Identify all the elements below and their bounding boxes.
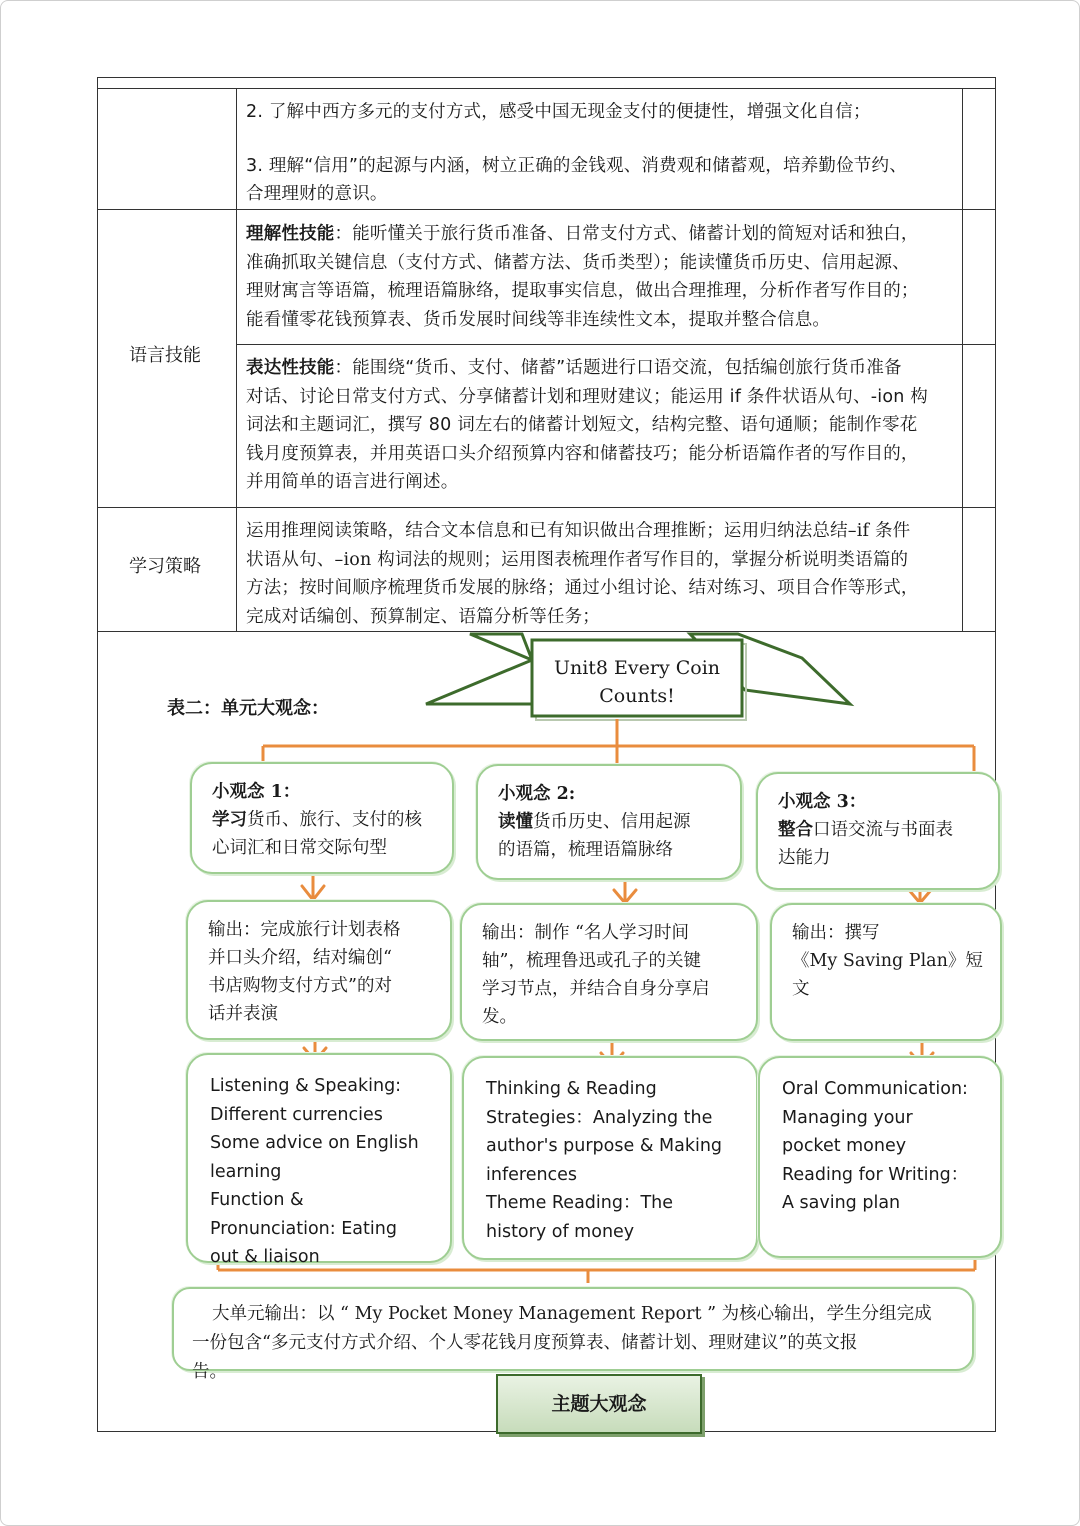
- lesson-line: pocket money: [782, 1136, 907, 1156]
- big-output-line: 一份包含“多元支付方式介绍、个人零花钱月度预算表、储蓄计划、理财建议”的英文报: [192, 1333, 858, 1353]
- sub-concept-line: 心词汇和日常交际句型: [212, 838, 387, 858]
- arrow-down-icon: [302, 874, 324, 900]
- theme-big-concept-box: [496, 1374, 702, 1434]
- lesson-line: learning: [210, 1161, 282, 1182]
- expression-line: 对话、讨论日常支付方式、分享储蓄计划和理财建议；能运用 if 条件状语从句、-ion 构: [246, 386, 928, 407]
- lesson-line: history of money: [486, 1221, 635, 1242]
- comprehension-line: 能看懂零花钱预算表、货币发展时间线等非连续性文本，提取并整合信息。: [246, 309, 831, 330]
- lesson-line: Some advice on English: [210, 1133, 419, 1153]
- output-line: 文: [792, 979, 810, 999]
- expression-line: 词法和主题词汇，撰写 80 词左右的储蓄计划短文，结构完整、语句通顺；能制作零花: [246, 415, 918, 435]
- comprehension-line: ：能听懂关于旅行货币准备、日常支付方式、储蓄计划的简短对话和独白，: [334, 224, 919, 244]
- lesson-line: author's purpose & Making: [486, 1136, 723, 1156]
- goal-item-3-line-2: 合理理财的意识。: [246, 184, 388, 204]
- output-box-1: [186, 900, 452, 1040]
- lesson-line: Function &: [210, 1190, 304, 1210]
- arrow-down-icon: [614, 878, 636, 903]
- output-box-3: [770, 903, 1002, 1041]
- output-line: 输出：完成旅行计划表格: [208, 920, 401, 940]
- lesson-line: Different currencies: [210, 1104, 383, 1125]
- output-line: 输出：撰写: [792, 923, 880, 943]
- learning-strategies-label: 学习策略: [129, 556, 201, 577]
- lesson-line: Thinking & Reading: [486, 1079, 657, 1099]
- sub-concept-line: 货币历史、信用起源: [533, 812, 691, 832]
- output-line: 《My Saving Plan》短: [792, 951, 983, 971]
- lesson-line: Listening & Speaking:: [210, 1076, 402, 1096]
- lesson-box-1: [186, 1053, 452, 1267]
- lesson-line: Managing your: [782, 1107, 913, 1128]
- sub-concept-box-3: [756, 772, 1000, 890]
- sub-concept-line: 达能力: [778, 848, 831, 868]
- expression-skills-title: 表达性技能: [246, 358, 335, 378]
- goal-item-2: 2. 了解中西方多元的支付方式，感受中国无现金支付的便捷性，增强文化自信；: [246, 102, 871, 122]
- sub-concept-line: 口语交流与书面表: [813, 820, 953, 840]
- output-line: 轴”，梳理鲁迅或孔子的关键: [482, 951, 701, 971]
- output-box-2: [460, 903, 758, 1041]
- big-unit-output-box: [172, 1287, 974, 1382]
- theme-big-concept-label: 主题大观念: [551, 1393, 647, 1415]
- sub-concept-line: 的语篇，梳理语篇脉络: [498, 840, 673, 860]
- sub-concept-keyword: 读懂: [498, 812, 533, 832]
- big-output-line: 大单元输出：以 “ My Pocket Money Management Report ” 为核心输出，学生分组完成: [212, 1304, 932, 1324]
- output-line: 学习节点，并结合自身分享启: [482, 979, 710, 999]
- sub-concept-box-1: [190, 762, 454, 874]
- strategy-line: 状语从句、–ion 构词法的规则；运用图表梳理作者写作目的，掌握分析说明类语篇的: [246, 549, 909, 570]
- comprehension-line: 理财寓言等语篇，梳理语篇脉络，提取事实信息，做出合理推理，分析作者写作目的；: [246, 281, 919, 301]
- unit-title-line-1: Unit8 Every Coin: [553, 657, 721, 679]
- output-line: 输出：制作 “名人学习时间: [482, 923, 690, 943]
- expression-line: ：能围绕“货币、支付、储蓄”话题进行口语交流，包括编创旅行货币准备: [334, 358, 902, 378]
- expression-line: 并用简单的语言进行阐述。: [246, 472, 459, 492]
- sub-concept-box-2: [476, 764, 742, 880]
- lesson-box-3: [758, 1056, 1002, 1258]
- unit-title-line-2: Counts!: [599, 685, 675, 707]
- unit-title: [532, 654, 742, 710]
- sub-concept-title: 小观念 2:: [498, 784, 576, 804]
- strategy-line: 完成对话编创、预算制定、语篇分析等任务；: [246, 606, 600, 627]
- lesson-line: inferences: [486, 1164, 578, 1185]
- lesson-line: Oral Communication:: [782, 1079, 968, 1099]
- goal-item-3-line-1: 3. 理解“信用”的起源与内涵，树立正确的金钱观、消费观和储蓄观，培养勤俭节约、: [246, 156, 907, 176]
- sub-concept-keyword: 整合: [778, 820, 813, 840]
- sub-concept-keyword: 学习: [212, 810, 247, 830]
- big-output-line: 告。: [192, 1362, 227, 1382]
- lesson-box-2: [462, 1056, 758, 1260]
- ribbon-tail-left: [426, 660, 532, 704]
- table-two-caption: 表二：单元大观念：: [167, 698, 329, 719]
- output-line: 书店购物支付方式”的对: [208, 976, 392, 996]
- language-skills-label: 语言技能: [129, 345, 201, 366]
- lesson-line: out & liaison: [210, 1247, 320, 1267]
- sub-concept-title: 小观念 1：: [212, 782, 301, 802]
- comprehension-skills-title: 理解性技能: [246, 224, 335, 244]
- lesson-line: Reading for Writing：: [782, 1164, 969, 1185]
- strategy-line: 方法；按时间顺序梳理货币发展的脉络；通过小组讨论、结对练习、项目合作等形式，: [246, 578, 919, 598]
- lesson-line: Strategies：Analyzing the: [486, 1107, 713, 1128]
- expression-line: 钱月度预算表，并用英语口头介绍预算内容和储蓄技巧；能分析语篇作者的写作目的，: [246, 443, 919, 464]
- comprehension-line: 准确抓取关键信息（支付方式、储蓄方法、货币类型）；能读懂货币历史、信用起源、: [246, 252, 910, 273]
- output-line: 发。: [482, 1007, 517, 1027]
- sub-concept-line: 货币、旅行、支付的核: [247, 810, 422, 830]
- output-line: 并口头介绍，结对编创“: [208, 948, 392, 968]
- lesson-line: A saving plan: [782, 1193, 901, 1213]
- lesson-line: Pronunciation: Eating: [210, 1218, 397, 1239]
- strategy-line: 运用推理阅读策略，结合文本信息和已有知识做出合理推断；运用归纳法总结–if 条件: [246, 521, 911, 541]
- output-line: 话并表演: [208, 1004, 278, 1024]
- lesson-line: Theme Reading：The: [486, 1193, 674, 1213]
- sub-concept-title: 小观念 3：: [778, 792, 867, 812]
